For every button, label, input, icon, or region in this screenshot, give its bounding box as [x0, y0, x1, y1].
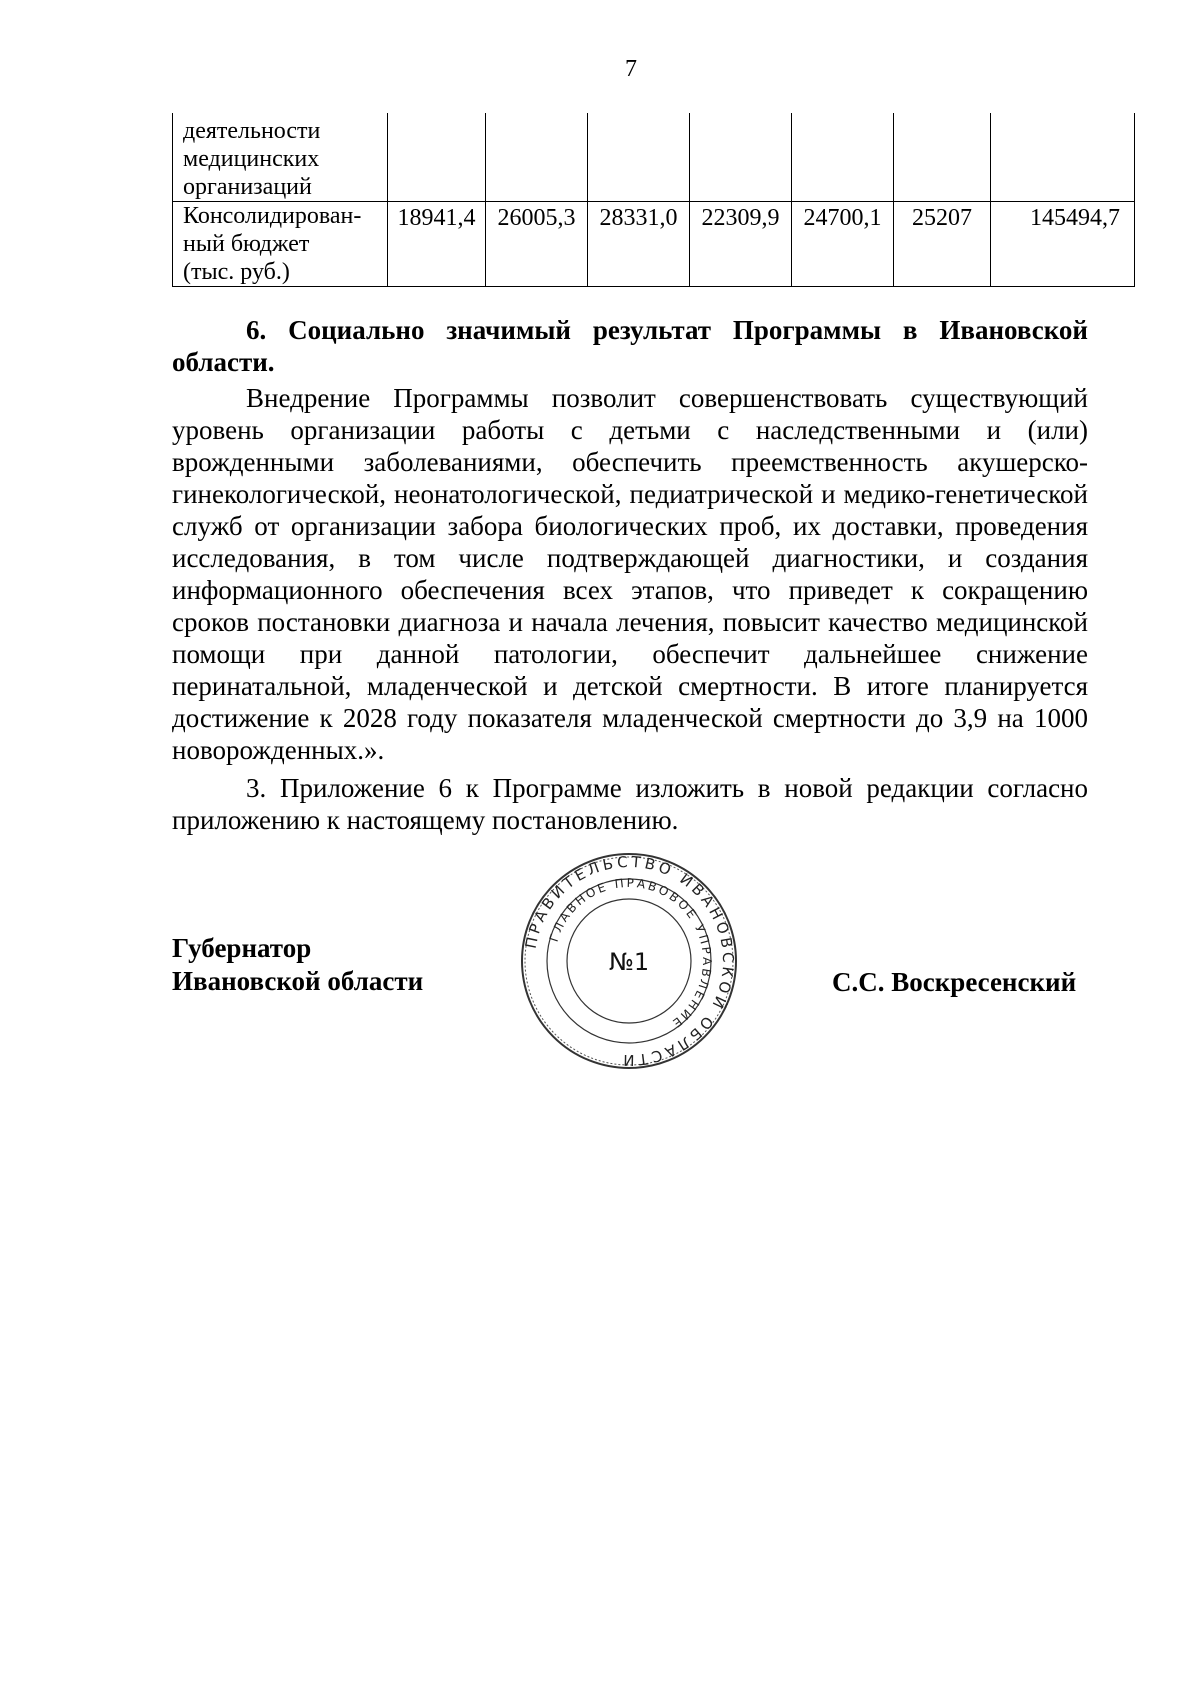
- row-label-line: Консолидирован-: [183, 203, 362, 229]
- paragraph-program-result: Внедрение Программы позволит совершенствовать существующий уровень организации работы с детьми с наследственными и (или) врожденными заболеваниями, обеспечить преемственность акушерско-гинекологической, неонатологической, педиатрической и медико-генетической служб от организации забора биологических проб, их доставки, проведения исследования, в том числе подтверждающей диагностики, и создания информационного обеспечения всех этапов, что приведет к сокращению сроков постановки диагноза и начала лечения, повысит качество медицинской помощи при данной патологии, обеспечит дальнейшее снижение перинатальной, младенческой и детской смертности. В итоге планируется достижение к 2028 году показателя младенческой смертности до 3,9 на 1000 новорожденных.».: [172, 383, 1088, 765]
- table-cell: [991, 113, 1135, 202]
- table-cell: [388, 113, 486, 202]
- value-cell: 25207: [894, 202, 991, 287]
- value-cell: 18941,4: [388, 202, 486, 287]
- continuation-label-line: деятельности: [183, 118, 321, 144]
- page-number: 7: [625, 56, 637, 82]
- table-cell: [690, 113, 792, 202]
- signatory-position: [172, 932, 423, 998]
- table-row-continuation: [173, 113, 1135, 202]
- value-cell: 26005,3: [486, 202, 588, 287]
- position-line: Ивановской области: [172, 966, 424, 996]
- table-cell: [894, 113, 991, 202]
- table-row-consolidated-budget: [173, 202, 1135, 287]
- signatory-name: С.С. Воскресенский: [832, 967, 1077, 997]
- table-cell: [792, 113, 894, 202]
- stamp-center-number: №1: [608, 948, 650, 976]
- continuation-label-line: организаций: [183, 174, 312, 200]
- section-heading: 6. Социально значимый результат Программы в Ивановской области.: [172, 315, 1088, 377]
- value-cell: 28331,0: [588, 202, 690, 287]
- row-label-cell: [173, 202, 388, 287]
- row-label-line: (тыс. руб.): [183, 259, 290, 285]
- continuation-label-line: медицинских: [183, 146, 320, 172]
- continuation-label-cell: [173, 113, 388, 202]
- row-label-line: ный бюджет: [183, 231, 310, 257]
- table-cell: [486, 113, 588, 202]
- value-cell: 22309,9: [690, 202, 792, 287]
- official-stamp: [520, 852, 738, 1070]
- paragraph-appendix-change: 3. Приложение 6 к Программе изложить в новой редакции согласно приложению к настоящему постановлению.: [172, 773, 1088, 835]
- stamp-inner-text: ГЛАВНОЕ ПРАВОВОЕ УПРАВЛЕНИЕ: [546, 875, 715, 1032]
- budget-table: [172, 113, 1135, 287]
- value-cell-total: 145494,7: [991, 202, 1135, 287]
- position-line: Губернатор: [172, 933, 312, 963]
- table-cell: [588, 113, 690, 202]
- stamp-outer-text: ПРАВИТЕЛЬСТВО ИВАНОВСКОЙ ОБЛАСТИ: [521, 852, 738, 1070]
- value-cell: 24700,1: [792, 202, 894, 287]
